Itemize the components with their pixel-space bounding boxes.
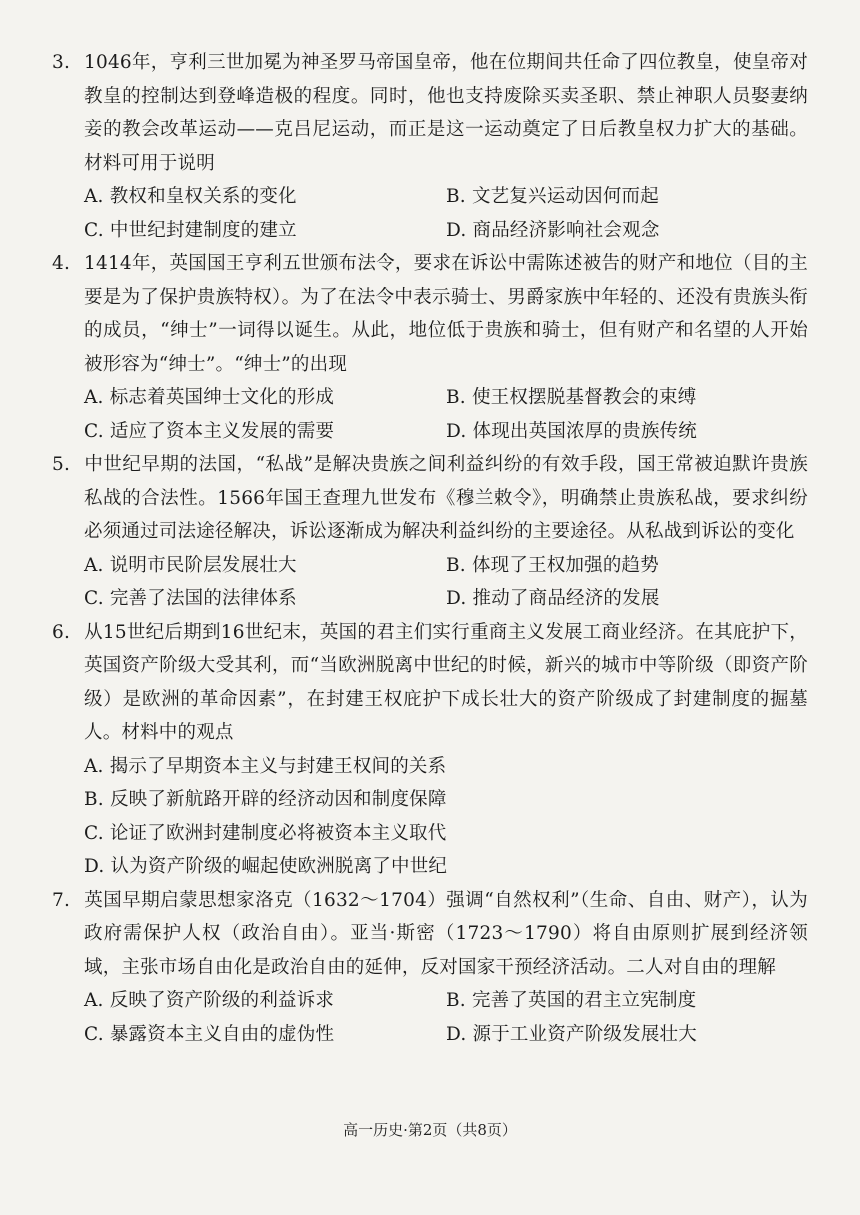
option-d: D. 商品经济影响社会观念 xyxy=(446,219,660,241)
question-5 xyxy=(52,448,808,616)
option-a: A. 揭示了早期资本主义与封建王权间的关系 xyxy=(84,755,447,777)
option-d: D. 认为资产阶级的崛起使欧洲脱离了中世纪 xyxy=(84,856,448,877)
question-stem xyxy=(52,247,808,381)
option-a: A. 反映了资产阶级的利益诉求 xyxy=(84,990,335,1011)
question-text: 中世纪早期的法国，“私战”是解决贵族之间利益纠纷的有效手段，国王常被迫默许贵族私战的合法性。1566年国王查理九世发布《穆兰敕令》，明确禁止贵族私战，要求纠纷必须通过司法途径解决，诉讼逐渐成为解决利益纠纷的主要途径。从私战到诉讼的变化 xyxy=(84,454,808,542)
option-c: C. 完善了法国的法律体系 xyxy=(84,588,297,609)
options xyxy=(52,180,808,247)
option-b: B. 完善了英国的君主立宪制度 xyxy=(446,990,697,1011)
option-d: D. 源于工业资产阶级发展壮大 xyxy=(446,1023,697,1045)
question-number: 4. xyxy=(52,253,71,274)
option-a: A. 说明市民阶层发展壮大 xyxy=(84,554,297,576)
question-text: 英国早期启蒙思想家洛克（1632～1704）强调“自然权利”（生命、自由、财产），认为政府需保护人权（政治自由）。亚当·斯密（1723～1790）将自由原则扩展到经济领域，主张市场自由化是政治自由的延伸，反对国家干预经济活动。二人对自由的理解 xyxy=(84,889,808,978)
option-b: B. 使王权摆脱基督教会的束缚 xyxy=(446,387,697,408)
options xyxy=(52,381,808,448)
question-stem xyxy=(52,448,808,549)
question-6 xyxy=(52,616,808,884)
options xyxy=(52,984,808,1051)
question-number: 7. xyxy=(52,889,71,911)
question-7 xyxy=(52,884,808,1052)
option-b: B. 体现了王权加强的趋势 xyxy=(446,554,659,576)
question-text: 1046年，亨利三世加冕为神圣罗马帝国皇帝，他在位期间共任命了四位教皇，使皇帝对教皇的控制达到登峰造极的程度。同时，他也支持废除买卖圣职、禁止神职人员娶妻纳妾的教会改革运动——克吕尼运动，而正是这一运动奠定了日后教皇权力扩大的基础。材料可用于说明 xyxy=(84,52,808,174)
question-text: 从15世纪后期到16世纪末，英国的君主们实行重商主义发展工商业经济。在其庇护下，英国资产阶级大受其利，而“当欧洲脱离中世纪的时候，新兴的城市中等阶级（即资产阶级）是欧洲的革命因素”，在封建王权庇护下成长壮大的资产阶级成了封建制度的掘墓人。材料中的观点 xyxy=(84,621,808,743)
question-number: 3. xyxy=(52,52,71,73)
page-footer: 高一历史·第2页（共8页） xyxy=(343,1121,517,1139)
question-3 xyxy=(52,46,808,247)
option-b: B. 文艺复兴运动因何而起 xyxy=(446,186,659,207)
options xyxy=(52,750,808,884)
option-a: A. 教权和皇权关系的变化 xyxy=(84,186,297,207)
question-number: 6. xyxy=(52,621,71,643)
option-a: A. 标志着英国绅士文化的形成 xyxy=(84,387,335,408)
question-text: 1414年，英国国王亨利五世颁布法令，要求在诉讼中需陈述被告的财产和地位（目的主要是为了保护贵族特权）。为了在法令中表示骑士、男爵家族中年轻的、还没有贵族头衔的成员，“绅士”一词得以诞生。从此，地位低于贵族和骑士，但有财产和名望的人开始被形容为“绅士”。“绅士”的出现 xyxy=(84,253,808,375)
option-c: C. 中世纪封建制度的建立 xyxy=(84,219,297,241)
question-4 xyxy=(52,247,808,448)
options xyxy=(52,549,808,616)
question-stem xyxy=(52,884,808,985)
question-stem xyxy=(52,616,808,750)
question-number: 5. xyxy=(52,454,71,475)
option-b: B. 反映了新航路开辟的经济动因和制度保障 xyxy=(84,789,447,810)
option-d: D. 体现出英国浓厚的贵族传统 xyxy=(446,420,697,442)
option-d: D. 推动了商品经济的发展 xyxy=(446,588,660,609)
option-c: C. 论证了欧洲封建制度必将被资本主义取代 xyxy=(84,822,447,844)
option-c: C. 适应了资本主义发展的需要 xyxy=(84,420,335,442)
question-stem xyxy=(52,46,808,180)
option-c: C. 暴露资本主义自由的虚伪性 xyxy=(84,1023,335,1045)
